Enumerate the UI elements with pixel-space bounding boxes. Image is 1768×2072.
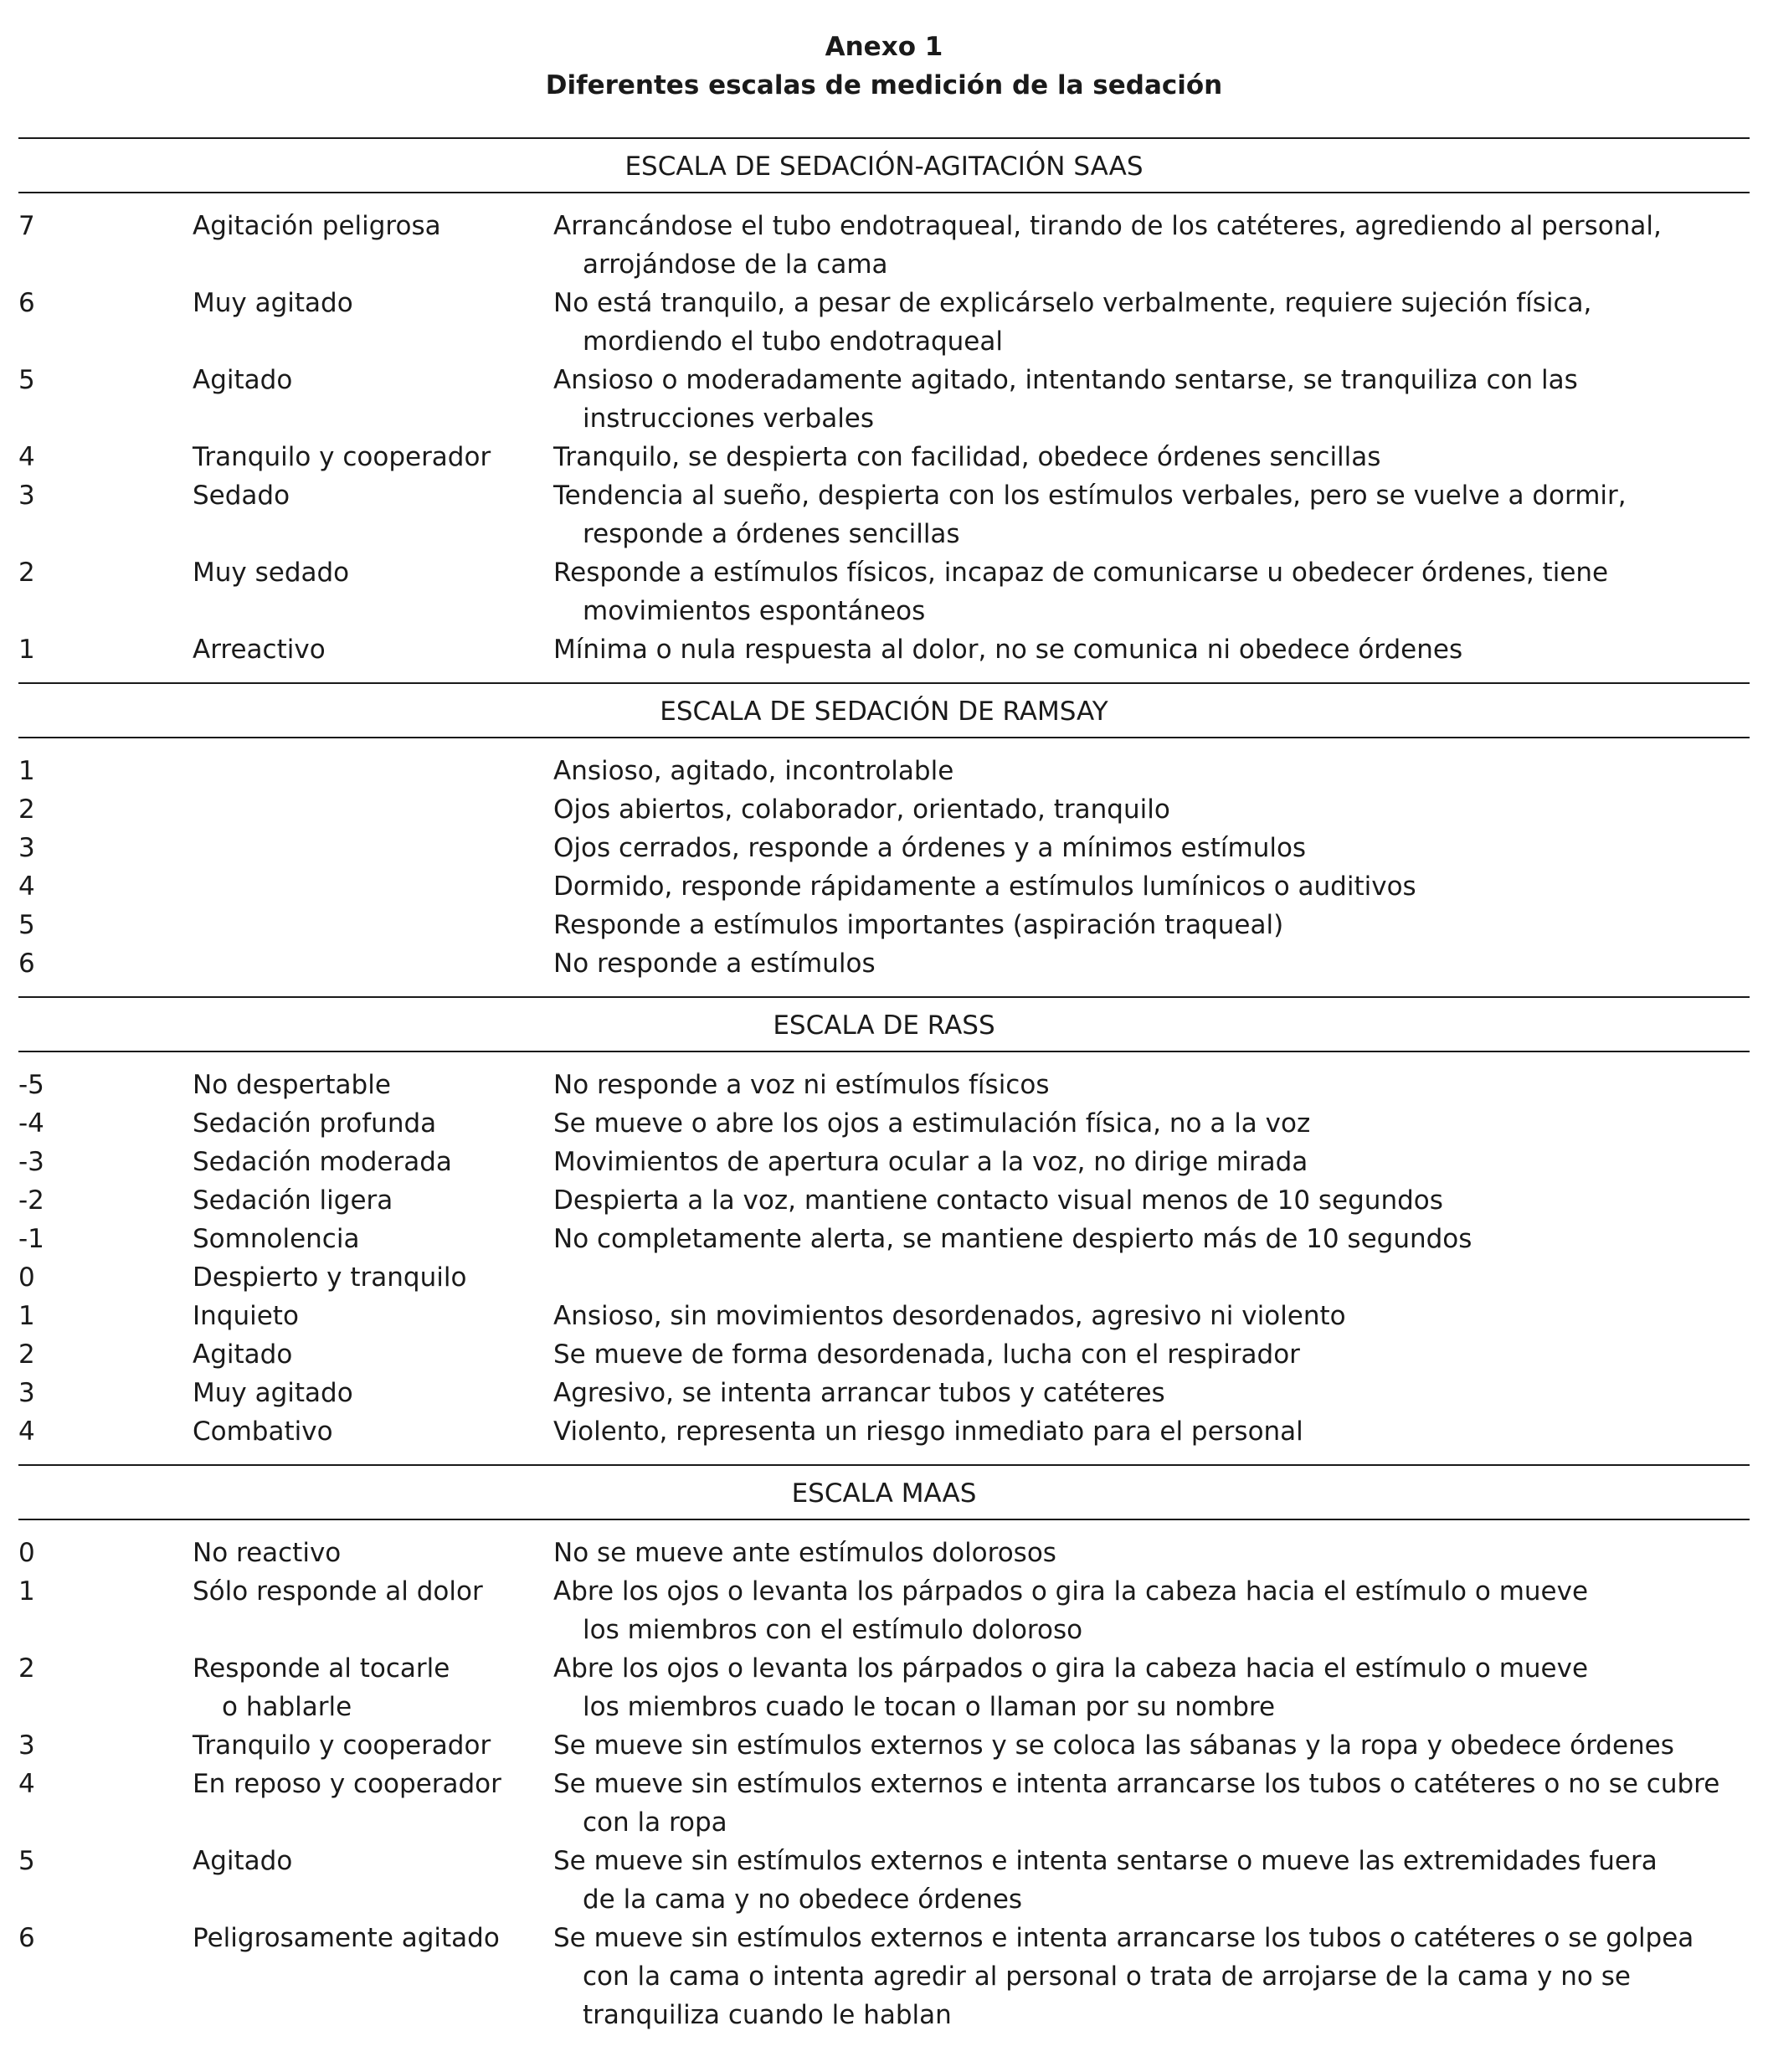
label-cell bbox=[193, 476, 553, 553]
label-cell bbox=[193, 1181, 553, 1220]
label-line: Peligrosamente agitado bbox=[193, 1923, 500, 1953]
table-row bbox=[18, 1104, 1750, 1143]
annex-subtitle: Diferentes escalas de medición de la sedación bbox=[545, 70, 1223, 100]
description-cell bbox=[553, 1066, 1750, 1104]
table-row bbox=[18, 1143, 1750, 1181]
description-line: No completamente alerta, se mantiene despierto más de 10 segundos bbox=[553, 1224, 1472, 1254]
description-cell bbox=[553, 284, 1750, 361]
section-rows bbox=[18, 738, 1750, 996]
label-cell bbox=[193, 284, 553, 361]
score-cell: 2 bbox=[18, 794, 35, 825]
description-line: Abre los ojos o levanta los párpados o gira la cabeza hacia el estímulo o mueve bbox=[553, 1576, 1589, 1607]
score-cell: 5 bbox=[18, 910, 35, 940]
description-line: No se mueve ante estímulos dolorosos bbox=[553, 1538, 1056, 1568]
description-cell bbox=[553, 944, 1750, 983]
description-line: arrojándose de la cama bbox=[583, 249, 888, 280]
table-row bbox=[18, 867, 1750, 906]
table-row bbox=[18, 207, 1750, 284]
description-cell bbox=[553, 1143, 1750, 1181]
table-row bbox=[18, 1765, 1750, 1842]
description-cell bbox=[553, 1335, 1750, 1374]
description-line: Agresivo, se intenta arrancar tubos y catéteres bbox=[553, 1378, 1165, 1408]
description-line: movimientos espontáneos bbox=[583, 596, 926, 626]
score-cell: 3 bbox=[18, 1378, 35, 1408]
description-cell bbox=[553, 361, 1750, 438]
description-line: tranquiliza cuando le hablan bbox=[583, 2000, 952, 2030]
description-line: Despierta a la voz, mantiene contacto visual menos de 10 segundos bbox=[553, 1185, 1443, 1216]
table-row bbox=[18, 361, 1750, 438]
description-line: los miembros cuado le tocan o llaman por su nombre bbox=[583, 1692, 1276, 1722]
description-cell bbox=[553, 1220, 1750, 1258]
label-cell bbox=[193, 1572, 553, 1649]
label-cell bbox=[193, 1374, 553, 1412]
description-cell bbox=[553, 906, 1750, 944]
score-cell: 7 bbox=[18, 211, 35, 241]
score-cell: 3 bbox=[18, 833, 35, 863]
description-line: Violento, representa un riesgo inmediato para el personal bbox=[553, 1416, 1303, 1447]
label-line: Sedación profunda bbox=[193, 1108, 437, 1139]
description-line: los miembros con el estímulo doloroso bbox=[583, 1615, 1083, 1645]
label-cell bbox=[193, 1726, 553, 1765]
description-line: Se mueve de forma desordenada, lucha con el respirador bbox=[553, 1339, 1300, 1370]
description-line: Mínima o nula respuesta al dolor, no se comunica ni obedece órdenes bbox=[553, 635, 1463, 665]
table-row bbox=[18, 1919, 1750, 2034]
description-line: Se mueve sin estímulos externos e intenta arrancarse los tubos o catéteres o no se cubre bbox=[553, 1769, 1720, 1799]
score-cell: 1 bbox=[18, 756, 35, 786]
score-cell: 3 bbox=[18, 481, 35, 511]
label-line: Arreactivo bbox=[193, 635, 326, 665]
label-line: En reposo y cooperador bbox=[193, 1769, 501, 1799]
table-row bbox=[18, 1220, 1750, 1258]
description-cell bbox=[553, 1842, 1750, 1919]
score-cell: -4 bbox=[18, 1108, 44, 1139]
table-row bbox=[18, 944, 1750, 983]
table-row bbox=[18, 1726, 1750, 1765]
label-line: Muy agitado bbox=[193, 1378, 353, 1408]
description-line: Ojos abiertos, colaborador, orientado, tranquilo bbox=[553, 794, 1170, 825]
label-line: No despertable bbox=[193, 1070, 391, 1100]
label-cell bbox=[193, 1765, 553, 1842]
description-cell bbox=[553, 1726, 1750, 1765]
label-cell bbox=[193, 1143, 553, 1181]
score-cell: 6 bbox=[18, 1923, 35, 1953]
description-line: Movimientos de apertura ocular a la voz, no dirige mirada bbox=[553, 1147, 1308, 1177]
description-line: Ansioso, sin movimientos desordenados, agresivo ni violento bbox=[553, 1301, 1346, 1331]
score-cell: 6 bbox=[18, 288, 35, 318]
label-cell bbox=[193, 1412, 553, 1451]
description-cell bbox=[553, 1765, 1750, 1842]
table-row bbox=[18, 752, 1750, 790]
table-row bbox=[18, 1335, 1750, 1374]
description-line: Responde a estímulos importantes (aspiración traqueal) bbox=[553, 910, 1284, 940]
label-line: No reactivo bbox=[193, 1538, 342, 1568]
table-row bbox=[18, 284, 1750, 361]
description-cell bbox=[553, 829, 1750, 867]
description-line: de la cama y no obedece órdenes bbox=[583, 1884, 1023, 1915]
section-heading: ESCALA DE SEDACIÓN DE RAMSAY bbox=[18, 684, 1750, 738]
score-cell: 4 bbox=[18, 1416, 35, 1447]
table-row bbox=[18, 906, 1750, 944]
description-cell bbox=[553, 1534, 1750, 1572]
section-rows bbox=[18, 1052, 1750, 1464]
label-cell bbox=[193, 553, 553, 630]
label-cell bbox=[193, 944, 553, 983]
description-line: Ojos cerrados, responde a órdenes y a mínimos estímulos bbox=[553, 833, 1307, 863]
description-cell bbox=[553, 1297, 1750, 1335]
score-cell: 2 bbox=[18, 1339, 35, 1370]
label-line: Agitación peligrosa bbox=[193, 211, 441, 241]
table-row bbox=[18, 1066, 1750, 1104]
score-cell: 1 bbox=[18, 1576, 35, 1607]
table-row bbox=[18, 630, 1750, 669]
label-line: Agitado bbox=[193, 1339, 293, 1370]
label-line: Somnolencia bbox=[193, 1224, 360, 1254]
label-cell bbox=[193, 1842, 553, 1919]
description-line: No responde a estímulos bbox=[553, 949, 876, 979]
label-cell bbox=[193, 867, 553, 906]
label-cell bbox=[193, 1220, 553, 1258]
label-line: Responde al tocarle bbox=[193, 1653, 450, 1684]
scale-section bbox=[18, 998, 1750, 1466]
score-cell: 4 bbox=[18, 442, 35, 472]
score-cell: 5 bbox=[18, 365, 35, 395]
description-line: Tranquilo, se despierta con facilidad, obedece órdenes sencillas bbox=[553, 442, 1381, 472]
description-cell bbox=[553, 867, 1750, 906]
label-cell bbox=[193, 906, 553, 944]
scale-section bbox=[18, 139, 1750, 684]
description-line: con la ropa bbox=[583, 1807, 727, 1838]
section-heading: ESCALA DE RASS bbox=[18, 998, 1750, 1052]
description-line: responde a órdenes sencillas bbox=[583, 519, 960, 549]
label-line: Combativo bbox=[193, 1416, 333, 1447]
description-line: No está tranquilo, a pesar de explicárselo verbalmente, requiere sujeción física, bbox=[553, 288, 1592, 318]
label-line: Sedado bbox=[193, 481, 290, 511]
description-line: Se mueve sin estímulos externos e intenta sentarse o mueve las extremidades fuera bbox=[553, 1846, 1658, 1876]
label-line: Inquieto bbox=[193, 1301, 299, 1331]
description-line: Se mueve sin estímulos externos e intenta arrancarse los tubos o catéteres o se golpea bbox=[553, 1923, 1694, 1953]
table-row bbox=[18, 1374, 1750, 1412]
table-row bbox=[18, 476, 1750, 553]
score-cell: 4 bbox=[18, 1769, 35, 1799]
description-cell bbox=[553, 1374, 1750, 1412]
score-cell: -5 bbox=[18, 1070, 44, 1100]
label-line: Agitado bbox=[193, 365, 293, 395]
description-line: Abre los ojos o levanta los párpados o gira la cabeza hacia el estímulo o mueve bbox=[553, 1653, 1589, 1684]
annex-page bbox=[18, 28, 1750, 2048]
table-row bbox=[18, 1572, 1750, 1649]
label-cell bbox=[193, 361, 553, 438]
label-cell bbox=[193, 1258, 553, 1297]
description-cell bbox=[553, 553, 1750, 630]
score-cell: 1 bbox=[18, 1301, 35, 1331]
section-heading: ESCALA DE SEDACIÓN-AGITACIÓN SAAS bbox=[18, 139, 1750, 193]
label-cell bbox=[193, 1534, 553, 1572]
label-line: Sedación moderada bbox=[193, 1147, 452, 1177]
label-cell bbox=[193, 1104, 553, 1143]
table-row bbox=[18, 1412, 1750, 1451]
label-cell bbox=[193, 1297, 553, 1335]
score-cell: 0 bbox=[18, 1538, 35, 1568]
score-cell: -2 bbox=[18, 1185, 44, 1216]
label-line: Sedación ligera bbox=[193, 1185, 393, 1216]
score-cell: -3 bbox=[18, 1147, 44, 1177]
description-cell bbox=[553, 1258, 1750, 1297]
description-line: Se mueve o abre los ojos a estimulación física, no a la voz bbox=[553, 1108, 1311, 1139]
description-cell bbox=[553, 790, 1750, 829]
table-row bbox=[18, 1649, 1750, 1726]
label-cell bbox=[193, 630, 553, 669]
score-cell: -1 bbox=[18, 1224, 44, 1254]
score-cell: 4 bbox=[18, 871, 35, 902]
description-cell bbox=[553, 1572, 1750, 1649]
label-cell bbox=[193, 1066, 553, 1104]
description-cell bbox=[553, 1181, 1750, 1220]
description-line: mordiendo el tubo endotraqueal bbox=[583, 326, 1003, 357]
description-line: instrucciones verbales bbox=[583, 404, 875, 434]
table-row bbox=[18, 1258, 1750, 1297]
section-rows bbox=[18, 1520, 1750, 2048]
label-line: Tranquilo y cooperador bbox=[193, 442, 491, 472]
label-line: Despierto y tranquilo bbox=[193, 1262, 467, 1293]
label-line: Muy agitado bbox=[193, 288, 353, 318]
description-cell bbox=[553, 630, 1750, 669]
description-cell bbox=[553, 438, 1750, 476]
scale-section bbox=[18, 684, 1750, 998]
score-cell: 2 bbox=[18, 558, 35, 588]
description-line: Arrancándose el tubo endotraqueal, tirando de los catéteres, agrediendo al personal, bbox=[553, 211, 1662, 241]
table-row bbox=[18, 438, 1750, 476]
table-row bbox=[18, 1181, 1750, 1220]
score-cell: 0 bbox=[18, 1262, 35, 1293]
description-cell bbox=[553, 1412, 1750, 1451]
label-cell bbox=[193, 207, 553, 284]
label-line: Muy sedado bbox=[193, 558, 350, 588]
description-cell bbox=[553, 752, 1750, 790]
description-line: Responde a estímulos físicos, incapaz de comunicarse u obedecer órdenes, tiene bbox=[553, 558, 1609, 588]
annex-title: Anexo 1 bbox=[825, 32, 943, 62]
table-row bbox=[18, 1534, 1750, 1572]
label-line: Tranquilo y cooperador bbox=[193, 1730, 491, 1761]
section-rows bbox=[18, 193, 1750, 682]
label-line: Agitado bbox=[193, 1846, 293, 1876]
score-cell: 2 bbox=[18, 1653, 35, 1684]
label-line: Sólo responde al dolor bbox=[193, 1576, 483, 1607]
description-line: Dormido, responde rápidamente a estímulos lumínicos o auditivos bbox=[553, 871, 1416, 902]
section-heading: ESCALA MAAS bbox=[18, 1466, 1750, 1520]
description-line: Ansioso o moderadamente agitado, intentando sentarse, se tranquiliza con las bbox=[553, 365, 1578, 395]
label-cell bbox=[193, 1919, 553, 2034]
table-row bbox=[18, 1842, 1750, 1919]
description-cell bbox=[553, 1919, 1750, 2034]
scales-table bbox=[18, 139, 1750, 2048]
label-cell bbox=[193, 790, 553, 829]
score-cell: 5 bbox=[18, 1846, 35, 1876]
description-line: con la cama o intenta agredir al personal o trata de arrojarse de la cama y no se bbox=[583, 1961, 1631, 1992]
label-cell bbox=[193, 829, 553, 867]
score-cell: 6 bbox=[18, 949, 35, 979]
description-line: Tendencia al sueño, despierta con los estímulos verbales, pero se vuelve a dormir, bbox=[553, 481, 1627, 511]
description-cell bbox=[553, 476, 1750, 553]
table-row bbox=[18, 1297, 1750, 1335]
label-cell bbox=[193, 752, 553, 790]
label-cell bbox=[193, 1649, 553, 1726]
label-cell bbox=[193, 1335, 553, 1374]
description-line: No responde a voz ni estímulos físicos bbox=[553, 1070, 1050, 1100]
table-row bbox=[18, 790, 1750, 829]
description-cell bbox=[553, 1649, 1750, 1726]
description-line: Ansioso, agitado, incontrolable bbox=[553, 756, 954, 786]
table-row bbox=[18, 553, 1750, 630]
scale-section bbox=[18, 1466, 1750, 2048]
description-cell bbox=[553, 1104, 1750, 1143]
score-cell: 1 bbox=[18, 635, 35, 665]
label-cell bbox=[193, 438, 553, 476]
label-line: o hablarle bbox=[222, 1692, 352, 1722]
description-cell bbox=[553, 207, 1750, 284]
table-row bbox=[18, 829, 1750, 867]
score-cell: 3 bbox=[18, 1730, 35, 1761]
description-line: Se mueve sin estímulos externos y se coloca las sábanas y la ropa y obedece órdenes bbox=[553, 1730, 1674, 1761]
